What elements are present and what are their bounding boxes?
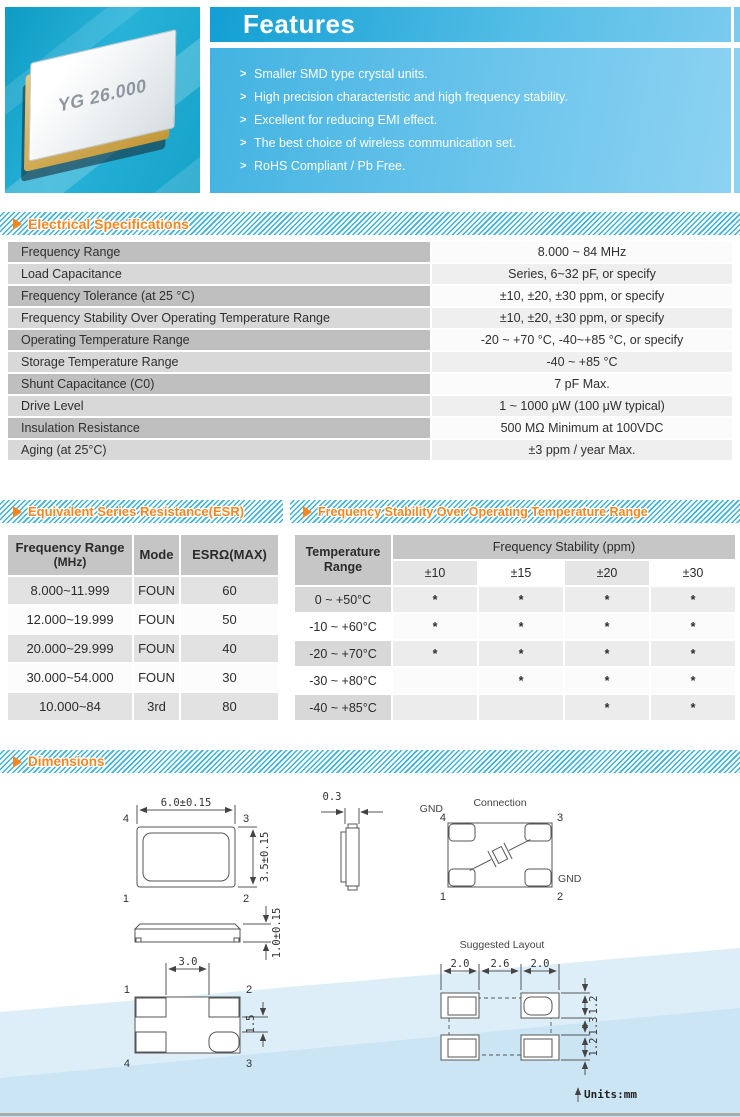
bullet-arrow-icon: > (240, 113, 247, 126)
crystal-product-image (15, 30, 196, 173)
stability-mark: * (651, 614, 735, 639)
pad-hatched (524, 997, 552, 1015)
esr-cell: 20.000~29.999 (8, 635, 132, 662)
pin-number: 3 (557, 812, 564, 824)
spec-value: -20 ~ +70 °C, -40~+85 °C, or specify (432, 330, 732, 350)
layout-title: Suggested Layout (459, 939, 545, 951)
esr-cell: 50 (181, 606, 278, 633)
stability-mark: * (565, 641, 649, 666)
pad-hatched (524, 1039, 552, 1057)
stability-mark (479, 695, 563, 720)
layout-dim-label: 1.3 (588, 1016, 600, 1036)
spec-label: Drive Level (8, 396, 430, 416)
stability-table (295, 535, 735, 720)
stability-mark: * (565, 695, 649, 720)
esr-cell: 60 (181, 577, 278, 604)
bullet-arrow-icon: > (240, 159, 247, 172)
esr-cell: FOUN (134, 577, 179, 604)
dim-thickness-label: 0.3 (322, 791, 342, 803)
layout-dim-label: 2.0 (450, 958, 470, 970)
feature-item (240, 85, 740, 108)
stability-mark (393, 668, 477, 693)
spec-label: Frequency Stability Over Operating Temperature Range (8, 308, 430, 328)
dimension-drawings (0, 775, 740, 1117)
feature-text: The best choice of wireless communication set. (254, 135, 516, 150)
esr-cell: 30.000~54.000 (8, 664, 132, 691)
pin-number: 4 (122, 813, 129, 825)
profile-view-drawing (135, 906, 283, 960)
esr-cell: 30 (181, 664, 278, 691)
section-arrow-icon (303, 506, 312, 518)
dim-height-label: 3.5±0.15 (259, 831, 271, 883)
spec-label: Frequency Range (8, 242, 430, 262)
stability-mark: * (651, 668, 735, 693)
bullet-arrow-icon: > (240, 90, 247, 103)
pin-number: 1 (439, 891, 446, 903)
layout-dim-label: 1.2 (588, 1037, 600, 1057)
section-header-electrical (0, 212, 740, 235)
pin-number: 2 (557, 891, 564, 903)
stability-col-header: ±30 (651, 561, 735, 585)
features-title: Features (243, 9, 356, 39)
spec-value: 500 MΩ Minimum at 100VDC (432, 418, 732, 438)
dim-height-label: 1.0±0.15 (271, 907, 283, 959)
product-photo-panel (5, 7, 200, 193)
stability-mark: * (479, 587, 563, 612)
stability-mark: * (393, 614, 477, 639)
pad-hatched (209, 1032, 239, 1052)
section-header-dimensions (0, 750, 740, 773)
pin-number: 3 (243, 813, 250, 825)
pad-hatched (449, 869, 475, 886)
feature-text: Excellent for reducing EMI effect. (254, 112, 438, 127)
pad-hatched (136, 1032, 166, 1052)
esr-header-esr: ESRΩ(MAX) (181, 535, 278, 575)
pin-number: 2 (246, 984, 253, 996)
feature-item (240, 154, 740, 177)
section-title: Frequency Stability Over Operating Temperature Range (318, 504, 648, 519)
temp-range-cell: -30 ~ +80°C (295, 668, 391, 693)
features-panel (210, 7, 740, 193)
section-arrow-icon (13, 506, 22, 518)
esr-cell: FOUN (134, 635, 179, 662)
stability-mark (393, 695, 477, 720)
pin-number: 4 (439, 812, 446, 824)
pin-number: 2 (243, 893, 250, 905)
product-marking: YG 26.000 (58, 74, 147, 116)
stability-mark: * (479, 668, 563, 693)
temp-range-cell: 0 ~ +50°C (295, 587, 391, 612)
esr-cell: 40 (181, 635, 278, 662)
units-label: Units:mm (584, 1088, 637, 1101)
dim-width-label: 6.0±0.15 (160, 797, 212, 809)
section-header-stability (290, 500, 740, 523)
spec-value: Series, 6~32 pF, or specify (432, 264, 732, 284)
stability-col-header: ±10 (393, 561, 477, 585)
temp-range-cell: -10 ~ +60°C (295, 614, 391, 639)
side-view-drawing (321, 791, 383, 890)
dim-gap-label: 1.5 (245, 1014, 257, 1034)
layout-dim-label: 1.2 (588, 995, 600, 1015)
feature-item (240, 62, 740, 85)
bottom-rule (0, 1113, 740, 1116)
pad-hatched (525, 869, 551, 886)
feature-text: High precision characteristic and high frequency stability. (254, 89, 568, 104)
stability-mark: * (393, 587, 477, 612)
spec-value: -40 ~ +85 °C (432, 352, 732, 372)
bullet-arrow-icon: > (240, 67, 247, 80)
esr-cell: FOUN (134, 664, 179, 691)
electrical-specs-table (8, 242, 732, 460)
stability-mark: * (479, 641, 563, 666)
section-header-esr (0, 500, 283, 523)
pad-hatched (448, 997, 476, 1015)
spec-value: ±10, ±20, ±30 ppm, or specify (432, 286, 732, 306)
stability-col-header: ±15 (479, 561, 563, 585)
gnd-label: GND (558, 873, 582, 885)
esr-cell: 80 (181, 693, 278, 720)
spec-label: Storage Temperature Range (8, 352, 430, 372)
dim-pad-pitch-label: 3.0 (178, 956, 198, 968)
esr-table (8, 535, 278, 720)
section-title: Equivalent Series Resistance(ESR) (28, 504, 245, 519)
spec-value: 8.000 ~ 84 MHz (432, 242, 732, 262)
spec-label: Frequency Tolerance (at 25 °C) (8, 286, 430, 306)
stability-mark: * (565, 668, 649, 693)
esr-header-frequency: Frequency Range (MHz) (8, 535, 132, 575)
feature-text: RoHS Compliant / Pb Free. (254, 158, 406, 173)
pad-hatched (209, 998, 239, 1017)
esr-cell: 3rd (134, 693, 179, 720)
spec-label: Operating Temperature Range (8, 330, 430, 350)
pad-hatched (136, 998, 166, 1017)
spec-label: Insulation Resistance (8, 418, 430, 438)
pad-hatched (449, 824, 475, 841)
connection-diagram (420, 797, 582, 903)
spec-label: Aging (at 25°C) (8, 440, 430, 460)
pin-number: 1 (122, 893, 129, 905)
layout-dim-label: 2.0 (530, 958, 550, 970)
stability-mark: * (651, 695, 735, 720)
stability-mark: * (565, 587, 649, 612)
pad-hatched (448, 1039, 476, 1057)
temp-range-cell: -20 ~ +70°C (295, 641, 391, 666)
layout-dim-label: 2.6 (490, 958, 510, 970)
stability-mark: * (393, 641, 477, 666)
gnd-label: GND (419, 803, 443, 815)
pin-number: 4 (123, 1058, 130, 1070)
spec-value: ±10, ±20, ±30 ppm, or specify (432, 308, 732, 328)
pad-hatched (525, 824, 551, 841)
features-list (210, 48, 740, 193)
esr-cell: 8.000~11.999 (8, 577, 132, 604)
spec-value: 1 ~ 1000 μW (100 μW typical) (432, 396, 732, 416)
esr-cell: 10.000~84 (8, 693, 132, 720)
spec-label: Shunt Capacitance (C0) (8, 374, 430, 394)
esr-cell: FOUN (134, 606, 179, 633)
section-arrow-icon (13, 218, 22, 230)
panel-edge-line (731, 7, 735, 193)
feature-item (240, 131, 740, 154)
feature-item (240, 108, 740, 131)
pin-number: 3 (246, 1058, 253, 1070)
temp-range-cell: -40 ~ +85°C (295, 695, 391, 720)
stability-mark: * (565, 614, 649, 639)
section-arrow-icon (13, 756, 22, 768)
stability-mark: * (479, 614, 563, 639)
pin-number: 1 (123, 984, 130, 996)
section-title: Dimensions (28, 754, 105, 769)
stability-header-group: Frequency Stability (ppm) (393, 535, 735, 559)
top-view-drawing (123, 797, 271, 905)
spec-label: Load Capacitance (8, 264, 430, 284)
spec-value: ±3 ppm / year Max. (432, 440, 732, 460)
spec-value: 7 pF Max. (432, 374, 732, 394)
stability-col-header: ±20 (565, 561, 649, 585)
features-title-bar (210, 7, 740, 42)
section-title: Electrical Specifications (28, 215, 190, 232)
stability-header-temperature: Temperature Range (295, 535, 391, 585)
esr-cell: 12.000~19.999 (8, 606, 132, 633)
connection-title: Connection (473, 797, 527, 809)
stability-mark: * (651, 641, 735, 666)
stability-mark: * (651, 587, 735, 612)
feature-text: Smaller SMD type crystal units. (254, 66, 428, 81)
bullet-arrow-icon: > (240, 136, 247, 149)
esr-header-mode: Mode (134, 535, 179, 575)
